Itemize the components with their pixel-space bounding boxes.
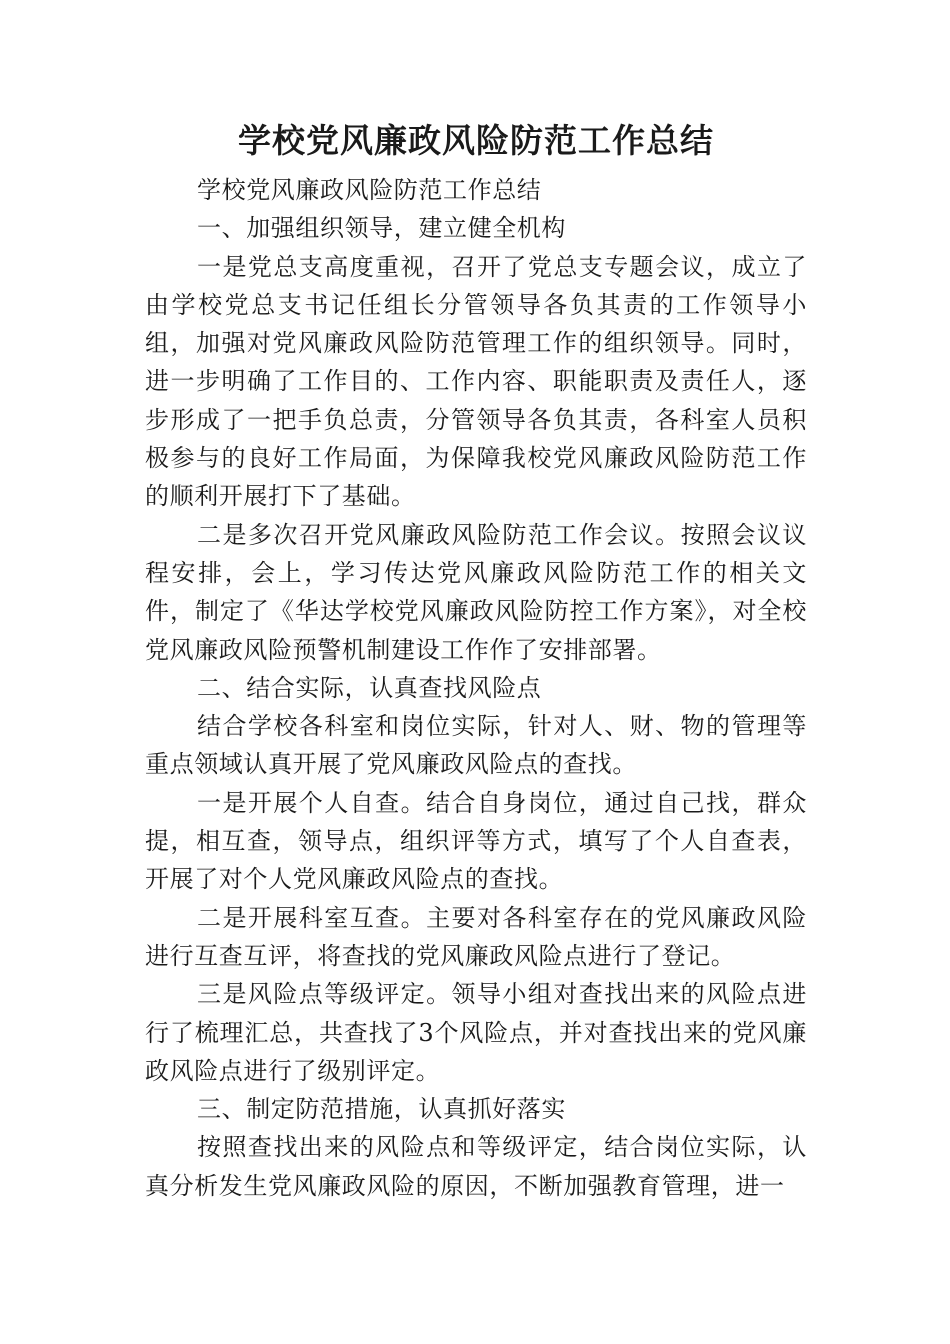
- body-paragraph: 二是多次召开党风廉政风险防范工作会议。按照会议议程安排，会上，学习传达党风廉政风险防范工作的相关文件，制定了《华达学校党风廉政风险防控工作方案》，对全校党风廉政风险预警机制建设工作作了安排部署。: [145, 520, 807, 664]
- section-heading-3: 三、制定防范措施，认真抓好落实: [197, 1095, 566, 1124]
- section-heading-2: 二、结合实际，认真查找风险点: [197, 673, 542, 702]
- document-page: [145, 118, 807, 1205]
- document-title: 学校党风廉政风险防范工作总结: [238, 121, 714, 160]
- subtitle-paragraph: 学校党风廉政风险防范工作总结: [197, 176, 542, 204]
- body-paragraph: 三是风险点等级评定。领导小组对查找出来的风险点进行了梳理汇总，共查找了3个风险点，并对查找出来的党风廉政风险点进行了级别评定。: [145, 980, 807, 1085]
- body-paragraph: 一是开展个人自查。结合自身岗位，通过自己找，群众提，相互查，领导点，组织评等方式，填写了个人自查表，开展了对个人党风廉政风险点的查找。: [145, 788, 807, 894]
- body-paragraph: 二是开展科室互查。主要对各科室存在的党风廉政风险进行互查互评，将查找的党风廉政风险点进行了登记。: [145, 903, 807, 970]
- body-paragraph: 结合学校各科室和岗位实际，针对人、财、物的管理等重点领域认真开展了党风廉政风险点的查找。: [145, 712, 807, 779]
- body-paragraph: 按照查找出来的风险点和等级评定，结合岗位实际，认真分析发生党风廉政风险的原因，不断加强教育管理，进一: [145, 1133, 807, 1200]
- section-heading-1: 一、加强组织领导，建立健全机构: [197, 214, 566, 243]
- body-paragraph: 一是党总支高度重视，召开了党总支专题会议，成立了由学校党总支书记任组长分管领导各负其责的工作领导小组，加强对党风廉政风险防范管理工作的组织领导。同时，进一步明确了工作目的、工作内容、职能职责及责任人，逐步形成了一把手负总责，分管领导各负其责，各科室人员积极参与的良好工作局面，为保障我校党风廉政风险防范工作的顺利开展打下了基础。: [145, 252, 807, 511]
